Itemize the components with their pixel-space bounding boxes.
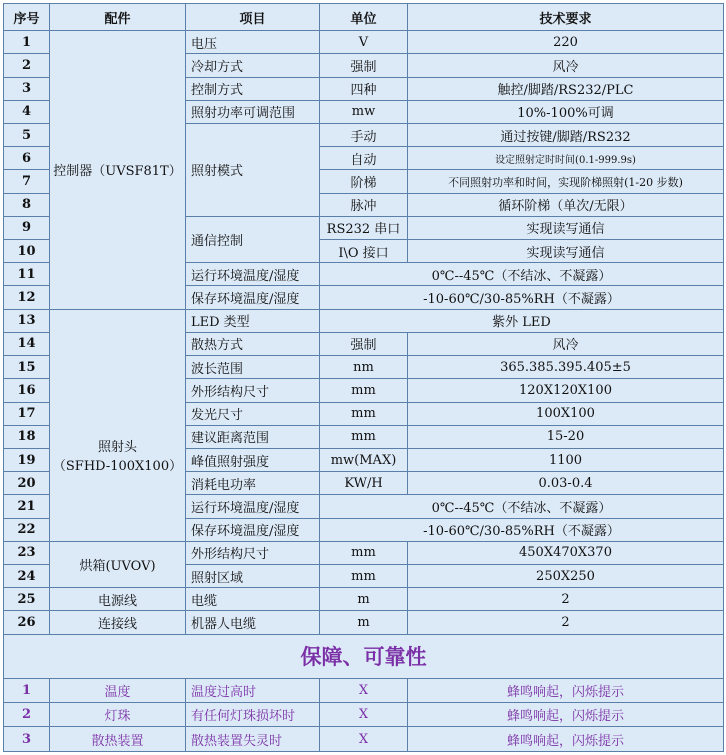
header-row	[4, 4, 724, 31]
requirement-cell: 0℃--45℃（不结冰、不凝露）	[320, 263, 724, 286]
row-number: 11	[4, 263, 50, 286]
requirement-cell: 触控/脚踏/RS232/PLC	[408, 77, 724, 100]
requirement-cell: 蜂鸣响起，闪烁提示	[408, 703, 724, 727]
requirement-cell: 15-20	[408, 425, 724, 448]
requirement-cell: 0.03-0.4	[408, 472, 724, 495]
section-title-row	[4, 634, 724, 678]
requirement-cell: 风冷	[408, 54, 724, 77]
item-cell: 机器人电缆	[186, 611, 320, 634]
table-row	[4, 309, 724, 332]
requirement-cell: 0℃--45℃（不结冰、不凝露）	[320, 495, 724, 518]
row-number: 2	[4, 54, 50, 77]
unit-cell: KW/H	[320, 472, 408, 495]
item-cell: 消耗电功率	[186, 472, 320, 495]
item-cell: 控制方式	[186, 77, 320, 100]
unit-cell: mm	[320, 425, 408, 448]
requirement-cell: 设定照射定时时间(0.1-999.9s)	[408, 147, 724, 170]
part-controller: 控制器（UVSF81T）	[50, 31, 186, 309]
row-number: 19	[4, 448, 50, 471]
row-number: 8	[4, 193, 50, 216]
spec-table	[3, 3, 724, 752]
row-number: 1	[4, 31, 50, 54]
row-number: 22	[4, 518, 50, 541]
unit-cell: mm	[320, 402, 408, 425]
item-cell: 有任何灯珠损坏时	[186, 703, 320, 727]
item-cell: 保存环境温度/湿度	[186, 518, 320, 541]
unit-cell: 阶梯	[320, 170, 408, 193]
requirement-cell: 实现读写通信	[408, 240, 724, 263]
requirement-cell: 通过按键/脚踏/RS232	[408, 124, 724, 147]
item-cell: 温度过高时	[186, 678, 320, 702]
requirement-cell: 120X120X100	[408, 379, 724, 402]
row-number: 9	[4, 216, 50, 239]
item-cell: 散热方式	[186, 332, 320, 355]
part-cell: 温度	[50, 678, 186, 702]
requirement-cell: 循环阶梯（单次/无限）	[408, 193, 724, 216]
item-cell: 散热装置失灵时	[186, 727, 320, 752]
item-cell: 建议距离范围	[186, 425, 320, 448]
item-irradiation-mode: 照射模式	[186, 124, 320, 217]
header-part: 配件	[50, 4, 186, 31]
part-cell: 灯珠	[50, 703, 186, 727]
unit-cell: mm	[320, 564, 408, 587]
item-cell: 波长范围	[186, 356, 320, 379]
unit-cell: nm	[320, 356, 408, 379]
table-row	[4, 678, 724, 702]
requirement-cell: 10%-100%可调	[408, 100, 724, 123]
requirement-cell: 100X100	[408, 402, 724, 425]
requirement-cell: 220	[408, 31, 724, 54]
row-number: 13	[4, 309, 50, 332]
unit-cell: V	[320, 31, 408, 54]
part-head-model: （SFHD-100X100）	[52, 459, 183, 475]
unit-cell: 四种	[320, 77, 408, 100]
requirement-cell: 365.385.395.405±5	[408, 356, 724, 379]
requirement-cell: 不同照射功率和时间，实现阶梯照射(1-20 步数)	[408, 170, 724, 193]
row-number: 4	[4, 100, 50, 123]
row-number: 10	[4, 240, 50, 263]
unit-cell: 强制	[320, 332, 408, 355]
unit-cell: 强制	[320, 54, 408, 77]
row-number: 24	[4, 564, 50, 587]
unit-cell: m	[320, 588, 408, 611]
unit-cell: 脉冲	[320, 193, 408, 216]
table-row	[4, 541, 724, 564]
part-irradiation-head	[50, 309, 186, 541]
item-cell: 运行环境温度/湿度	[186, 263, 320, 286]
item-communication-control: 通信控制	[186, 216, 320, 262]
unit-cell: 手动	[320, 124, 408, 147]
part-head-name: 照射头	[97, 440, 137, 456]
row-number: 23	[4, 541, 50, 564]
requirement-cell: 1100	[408, 448, 724, 471]
table-row	[4, 611, 724, 634]
unit-cell: m	[320, 611, 408, 634]
part-cell: 连接线	[50, 611, 186, 634]
unit-cell: mm	[320, 379, 408, 402]
unit-cell: X	[320, 678, 408, 702]
item-cell: 电缆	[186, 588, 320, 611]
item-cell: 电压	[186, 31, 320, 54]
row-number: 3	[4, 77, 50, 100]
requirement-cell: 蜂鸣响起，闪烁提示	[408, 678, 724, 702]
row-number: 3	[4, 727, 50, 752]
unit-cell: I\O 接口	[320, 240, 408, 263]
requirement-cell: 250X250	[408, 564, 724, 587]
row-number: 16	[4, 379, 50, 402]
unit-cell: mm	[320, 541, 408, 564]
item-cell: 冷却方式	[186, 54, 320, 77]
table-row	[4, 31, 724, 54]
row-number: 2	[4, 703, 50, 727]
requirement-cell: 紫外 LED	[320, 309, 724, 332]
header-no: 序号	[4, 4, 50, 31]
item-cell: 峰值照射强度	[186, 448, 320, 471]
row-number: 6	[4, 147, 50, 170]
item-cell: LED 类型	[186, 309, 320, 332]
requirement-cell: -10-60℃/30-85%RH（不凝露）	[320, 518, 724, 541]
row-number: 21	[4, 495, 50, 518]
row-number: 25	[4, 588, 50, 611]
row-number: 1	[4, 678, 50, 702]
part-cell: 散热装置	[50, 727, 186, 752]
row-number: 5	[4, 124, 50, 147]
header-item: 项目	[186, 4, 320, 31]
unit-cell: mw	[320, 100, 408, 123]
unit-cell: RS232 串口	[320, 216, 408, 239]
part-oven: 烘箱(UVOV)	[50, 541, 186, 587]
part-cell: 电源线	[50, 588, 186, 611]
row-number: 12	[4, 286, 50, 309]
requirement-cell: 实现读写通信	[408, 216, 724, 239]
unit-cell: 自动	[320, 147, 408, 170]
item-cell: 运行环境温度/湿度	[186, 495, 320, 518]
item-cell: 照射功率可调范围	[186, 100, 320, 123]
item-cell: 照射区域	[186, 564, 320, 587]
requirement-cell: -10-60℃/30-85%RH（不凝露）	[320, 286, 724, 309]
header-unit: 单位	[320, 4, 408, 31]
table-row	[4, 588, 724, 611]
table-row	[4, 703, 724, 727]
requirement-cell: 蜂鸣响起，闪烁提示	[408, 727, 724, 752]
row-number: 7	[4, 170, 50, 193]
table-row	[4, 727, 724, 752]
reliability-title: 保障、可靠性	[4, 634, 724, 678]
requirement-cell: 450X470X370	[408, 541, 724, 564]
row-number: 26	[4, 611, 50, 634]
requirement-cell: 2	[408, 611, 724, 634]
item-cell: 保存环境温度/湿度	[186, 286, 320, 309]
row-number: 14	[4, 332, 50, 355]
unit-cell: mw(MAX)	[320, 448, 408, 471]
requirement-cell: 2	[408, 588, 724, 611]
row-number: 18	[4, 425, 50, 448]
row-number: 17	[4, 402, 50, 425]
unit-cell: X	[320, 703, 408, 727]
requirement-cell: 风冷	[408, 332, 724, 355]
unit-cell: X	[320, 727, 408, 752]
item-cell: 发光尺寸	[186, 402, 320, 425]
item-cell: 外形结构尺寸	[186, 379, 320, 402]
row-number: 15	[4, 356, 50, 379]
row-number: 20	[4, 472, 50, 495]
header-requirement: 技术要求	[408, 4, 724, 31]
item-cell: 外形结构尺寸	[186, 541, 320, 564]
